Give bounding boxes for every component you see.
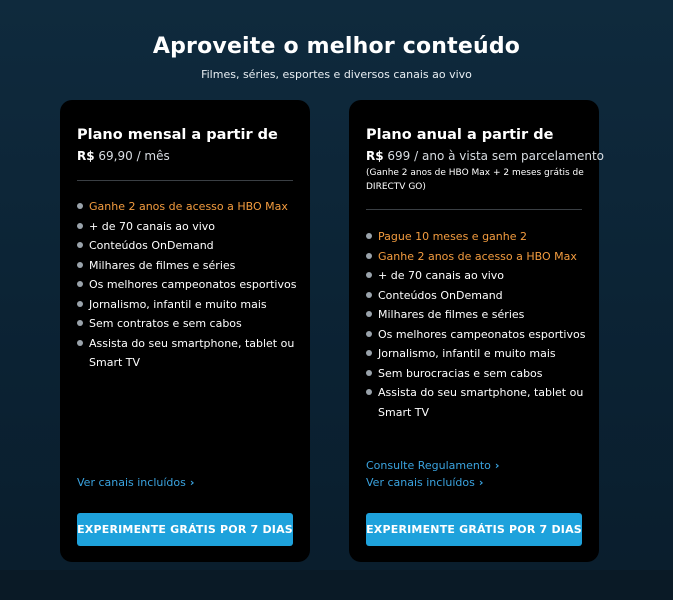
price-currency: R$ [366, 149, 384, 163]
bullet-dot-icon [366, 272, 372, 278]
bullet-dot-icon [77, 242, 83, 248]
feature-item: + de 70 canais ao vivo [77, 217, 302, 237]
page-title: Aproveite o melhor conteúdo [152, 34, 521, 59]
feature-item: + de 70 canais ao vivo [366, 266, 591, 286]
footer-band [0, 570, 673, 600]
bullet-dot-icon [366, 292, 372, 298]
free-trial-button[interactable]: EXPERIMENTE GRÁTIS POR 7 DIAS [77, 513, 293, 546]
feature-list [366, 227, 591, 422]
feature-item: Jornalismo, infantil e muito mais [77, 295, 302, 315]
view-channels-link[interactable]: Ver canais incluídos › [77, 476, 195, 489]
bullet-dot-icon [366, 389, 372, 395]
plan-card-annual [349, 100, 604, 562]
price-note: (Ganhe 2 anos de HBO Max + 2 meses grátis de DIRECTV GO) [366, 168, 584, 192]
feature-item: Os melhores campeonatos esportivos [77, 275, 302, 295]
feature-item: Milhares de filmes e séries [366, 305, 591, 325]
bullet-dot-icon [366, 233, 372, 239]
plan-card-monthly [60, 100, 310, 562]
feature-item: Assista do seu smartphone, tablet ou Smart TV [366, 383, 591, 422]
bullet-dot-icon [77, 281, 83, 287]
price-amount: 69,90 / mês [94, 149, 170, 163]
feature-item: Ganhe 2 anos de acesso a HBO Max [77, 197, 302, 217]
plan-title: Plano anual a partir de [366, 127, 554, 143]
chevron-right-icon: › [478, 476, 484, 489]
bullet-dot-icon [77, 262, 83, 268]
plan-price [366, 149, 604, 163]
bullet-dot-icon [77, 320, 83, 326]
page-subtitle: Filmes, séries, esportes e diversos canais ao vivo [201, 68, 472, 81]
feature-item: Pague 10 meses e ganhe 2 [366, 227, 591, 247]
bullet-dot-icon [366, 253, 372, 259]
feature-item: Os melhores campeonatos esportivos [366, 325, 591, 345]
chevron-right-icon: › [189, 476, 195, 489]
page-header [0, 34, 673, 81]
feature-list [77, 197, 302, 373]
divider [366, 209, 582, 210]
feature-item: Milhares de filmes e séries [77, 256, 302, 276]
bullet-dot-icon [77, 223, 83, 229]
feature-item: Assista do seu smartphone, tablet ou Smart TV [77, 334, 302, 373]
feature-item: Ganhe 2 anos de acesso a HBO Max [366, 247, 591, 267]
bullet-dot-icon [366, 311, 372, 317]
feature-item: Conteúdos OnDemand [366, 286, 591, 306]
free-trial-button[interactable]: EXPERIMENTE GRÁTIS POR 7 DIAS [366, 513, 582, 546]
regulation-link[interactable]: Consulte Regulamento › [366, 459, 500, 472]
divider [77, 180, 293, 181]
bullet-dot-icon [77, 203, 83, 209]
view-channels-link[interactable]: Ver canais incluídos › [366, 476, 484, 489]
bullet-dot-icon [366, 331, 372, 337]
feature-item: Jornalismo, infantil e muito mais [366, 344, 591, 364]
price-currency: R$ [77, 149, 95, 163]
bullet-dot-icon [366, 370, 372, 376]
chevron-right-icon: › [494, 459, 500, 472]
bullet-dot-icon [366, 350, 372, 356]
feature-item: Sem burocracias e sem cabos [366, 364, 591, 384]
price-amount: 699 / ano à vista sem parcelamento [383, 149, 604, 163]
plan-price [77, 149, 170, 163]
feature-item: Sem contratos e sem cabos [77, 314, 302, 334]
bullet-dot-icon [77, 340, 83, 346]
feature-item: Conteúdos OnDemand [77, 236, 302, 256]
bullet-dot-icon [77, 301, 83, 307]
plan-title: Plano mensal a partir de [77, 127, 278, 143]
